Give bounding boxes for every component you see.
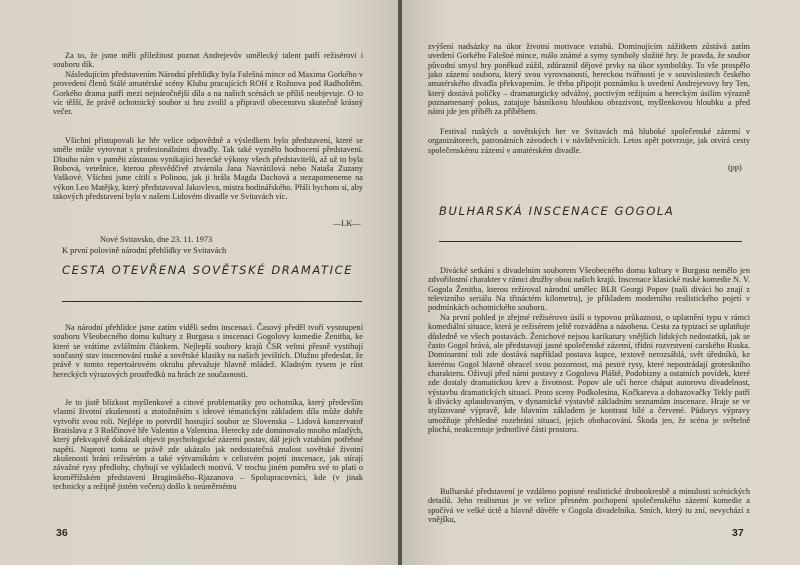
continued-paragraph: zvýšení nadsázky na úkor životní motivace vztahů. Dominujícím zážitkem zůstává zatím uvedení Gorkého Falešné mince, málo známé a symy symboly složité hry. Je pravda, že soubor původní smysl hry poněkud zúžil, zdůraznil dějové prvky na úkor symboliky. To vše prospělo jako zázemí souboru, který svou vyrovnaností, hereckou tvářností je v souvislostech českého amatérského divadla překvapením. Je třeba připojit poznámku k uvedení Andrejevovy hry Ten, který dostává políčky – dramaturgicky odvážný, poctivým režijním a hereckým úsilím výrazně poznamenaný pokus, zatajuje básníkovu hloubkou obrazivost, myšlenkovou hloubku a před námi jde jen příběh za příběhem. <box>428 42 750 117</box>
headline-rule <box>62 301 362 302</box>
body-paragraph-2: Je to jistě blízkost myšlenkové a citové problematiky pro ochotníka, který především vlastní životní zkušeností a ztotožněním s ideové tématickým základem díla může dobře vytvořit svou roli. Nejlépe to potvrdil hostující soubor ze Slovenska – Lidová konzervatoř Bratislava z 3 Roščinové hře Valentin a Valentina. Herecky zde dominovalo mnoho mladých, který překvapivě dokázali objevit psychologické zázemí postav, dál jejich vztahům potřebné napětí. Naproti tomu se právě zde ukázalo jak nedostatečná znalost sovětské životní zkušenosti brání režisérům a také výtvarníkům v celistvém pojetí inscenace, jak stírají závažné rysy předlohy, chybují ve výkladech motivů. V trochu jiném poměru své to platí o kroměřížském představení Braginského–Rjazanova – Spolupracovníci, kde (v jinak technicky a režijně jistém večeru) došlo k neúměrnému <box>53 398 363 492</box>
article-kicker: K první polovině národní přehlídky ve Svitavách <box>62 246 227 255</box>
right-page <box>402 0 800 565</box>
dateline: Nové Svitavsko, dne 23. 11. 1973 <box>100 235 213 244</box>
page-number-right: 37 <box>732 527 744 539</box>
headline-rule-right <box>439 241 742 242</box>
body-paragraph-right-1: Divácké setkání s divadelním souborem Všeobecného domu kultury v Burgasu nemělo jen zdvořilostní charakter v rámci družby obou našich krajů. Inscenace klasické ruské komedie N. V. Gogola Ženitba, kterou režíroval národní umělec BLR Georgi Popov (naši diváci ho znají z televizního seriálu Na třináctém kilometru), je příkladem moderního realistického pojetí v podmínkách ochotnického souboru. <box>428 266 750 313</box>
body-paragraph-right-3: Bulharské představení je vzdáleno popisné realistické drobnokresbě a minulosti scénických detailů. Jeho realismus je ve velice přesném pochopení společenského zázemí komedie a spočívá ve velké úctě a hlavně důvěře v Gogola divadelníka. Smích, který tu zní, nevychází z vnějšku, <box>428 487 750 525</box>
article-signature: —LK— <box>333 219 361 228</box>
article-signature-right: (pp) <box>728 163 742 172</box>
body-paragraph-right-2: Na první pohled je zřejmé režisérovo úsilí o typovou průkaznost, o uplatnění typu v rámci komediální situace, která je režisérem ještě rozváděna a násobena. Cesta za typizací se uplatňuje důsledně ve všech postavách. Ženichové nejsou karikatury vnějších lidských nedostatků, jak se často Gogol hrává, ale představují jasné společenské zázemí, třídní rozvrstvení carského Ruska. Dominantní roli zde dostává například postava kupce, textově nerozsáhlá, svět úředníků, ke kterému Gogol hlavně obracel svou pozornost, má pestré rysy, které nepostrádají groteskního charakteru. Oživují před námi postavy z Gogolova Pláště, Podobizny a ostatních povídek, které zde dostaly dramatickou krev a životnost. Popov ale učí herce chápat autorovu divadelnost, výstavbu dramatických situací. Proto sceny Podkolesina, Kočkareva a dohazovačky Tekly patří k divácky aplaudovaným, v dynamické výstavbě základním seznamům inscenace. Hraje se ve stylizované výpravě, kde hlavním základem je kontrast bílé a červené. Půdorys výpravy umožňuje přehledné rozehrání situací, jejich obohacování. Škoda jen, že scéna je světelně plochá, neakcentuje jednotlivé části prostoru. <box>428 313 750 435</box>
page-number-left: 36 <box>56 527 68 539</box>
body-paragraph-1: Na národní přehlídce jsme zatím viděli sedm inscenací. Časový předěl tvoří vystoupení souboru Všeobecného domu kultury z Burgasu s inscenací Gogolovy komedie Ženitba, ke které se vrátíme zvláštním článkem. Nejlepší soubory krajů ČSR velmi přesně vystihují současný stav inscenování ruské a sovětské klasiky na našich jevištích. Dlužno předeslat, že právě v tomto repertoárovém okruhu převažuje hlavně mládež. Kladným rysem je růst hereckých výrazových prostředků na hrách ze současnosti. <box>53 323 363 379</box>
intro-paragraph-2: Následujícím představením Národní přehlídky byla Falešná mince od Maxima Gorkého v provedení členů Stálé amatérské scény Klubu pracujících ROH z Rožnova pod Radhoštěm. Gorkého drama patří mezi nejnáročnější díla a na našich scénách se příliš neobjevuje. O to víc těšší, že právě ochotnický soubor si hru zvolil a připravil obecenstvu skutečně krásný večer. <box>53 70 363 117</box>
left-page <box>0 0 398 565</box>
article-headline: CESTA OTEVŘENA SOVĚTSKÉ DRAMATICE <box>62 263 354 277</box>
article-headline-right: BULHARSKÁ INSCENACE GOGOLA <box>439 204 675 218</box>
intro-paragraph-1: Za to, že jsme měli příležitost poznat Andrejevův umělecký talent patří režisérovi i souboru dík. <box>53 51 363 70</box>
intro-paragraph-3: Všichni přistupovali ke hře velice odpovědně a výsledkem bylo představení, které se směle může vyrovnat s profesionálními divadly. Tak také vyznělo hodnocení představení. Dlouho nám v paměti zůstanou vynikající herecké výkony všech představitelů, až už to byla Bobová, vetešnice, kterou přesvědčivě ztvárnila Jana Navrátilová nebo Nataša Zuzany Vaškové. Všichni jsme cítili s Polinou, jak ji hrála Magda Dachová a nezapomeneme na výkon Leo Matějky, který představoval Jakovleva, mistra hodinářského. Přáli bychom si, aby takových představení bylo v našem Lidovém divadle ve Svitavách víc. <box>53 136 363 202</box>
closing-paragraph: Festival ruských a sovětských her ve Svitavách má hluboké společenské zázemí v organizátorech, patronátních závodech i v návštěvnících. Letos opět potvrzuje, jak otvírá cesty společenskému zázemí v amatérském divadle. <box>428 127 750 155</box>
